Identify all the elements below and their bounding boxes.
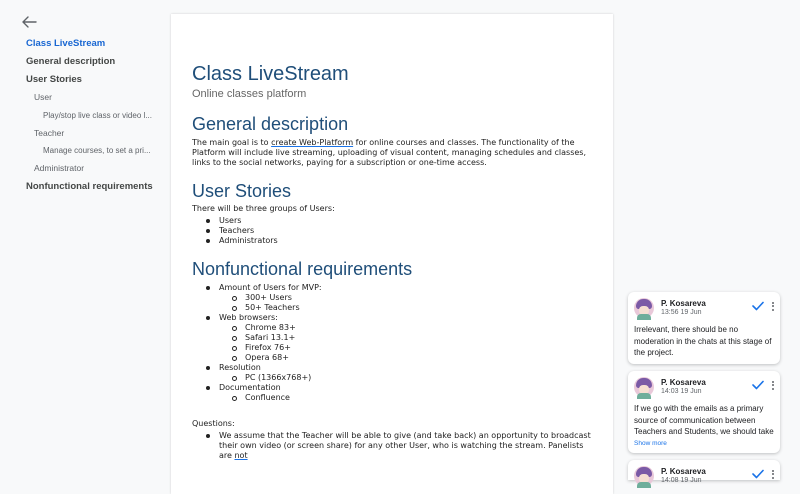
avatar (634, 298, 654, 318)
comment-card[interactable] (628, 292, 780, 364)
text-segment: for online courses and classes. The functionality of the Platform will include live streaming, uploading of visual content, managing schedules and classes, links to the social networks, paying for a subscription or one-time access. (192, 138, 586, 167)
comment-card[interactable] (628, 371, 780, 453)
list-item: Users (206, 216, 592, 226)
general-description-paragraph (192, 138, 592, 168)
list-item: 300+ Users (232, 293, 592, 303)
list-item-label: Amount of Users for MVP: (219, 283, 322, 292)
create-web-platform-link[interactable]: create Web-Platform (271, 138, 354, 147)
user-groups-list (192, 216, 592, 246)
comment-author: P. Kosareva (661, 467, 706, 476)
comment-header (628, 292, 780, 324)
resolve-check-icon[interactable] (752, 469, 764, 479)
comment-text: Irrelevant, there should be no moderation in the chats at this stage of the project. (634, 325, 772, 357)
outline-item-user[interactable]: User (34, 92, 52, 102)
more-options-icon[interactable] (770, 379, 776, 393)
comment-text: If we go with the emails as a primary source of communication between Teachers and Students, we should take (634, 404, 774, 436)
heading-general-description: General description (192, 114, 349, 134)
show-more-link[interactable]: Show more (634, 439, 667, 447)
outline-item-teacher[interactable]: Teacher (34, 127, 65, 138)
list-item: PC (1366x768+) (232, 373, 592, 383)
outline-list (0, 36, 165, 197)
comment-author: P. Kosareva (661, 299, 706, 308)
user-stories-intro: There will be three groups of Users: (192, 204, 335, 213)
outline-item-class-livestream[interactable]: Class LiveStream (26, 38, 106, 49)
outline-item-manage-courses[interactable]: Manage courses, to set a pri... (43, 146, 151, 156)
list-item: 50+ Teachers (232, 303, 592, 313)
list-item: Chrome 83+ (232, 323, 592, 333)
questions-list (192, 431, 592, 461)
resolve-check-icon[interactable] (752, 301, 764, 311)
comment-author: P. Kosareva (661, 378, 706, 387)
comment-header (628, 460, 780, 492)
list-item (206, 363, 592, 383)
outline-item-general-description[interactable]: General description (26, 56, 116, 67)
document-outline (0, 0, 165, 480)
avatar (634, 466, 654, 486)
doc-title: Class LiveStream (192, 63, 349, 85)
commented-text-link[interactable]: not (234, 451, 248, 460)
more-options-icon[interactable] (770, 468, 776, 482)
text-segment: The main goal is to (192, 138, 272, 147)
sub-list (219, 393, 592, 403)
list-item: Safari 13.1+ (232, 333, 592, 343)
document-page[interactable] (171, 14, 613, 494)
list-item (206, 431, 592, 461)
list-item: Teachers (206, 226, 592, 236)
list-item: Administrators (206, 236, 592, 246)
resolve-check-icon[interactable] (752, 380, 764, 390)
list-item-label: Resolution (219, 363, 261, 372)
sub-list (219, 323, 592, 363)
comment-timestamp: 13:56 19 Jun (661, 309, 702, 316)
outline-item-administrator[interactable]: Administrator (34, 163, 85, 174)
avatar (634, 377, 654, 397)
document-body[interactable] (192, 62, 592, 461)
heading-user-stories: User Stories (192, 181, 292, 201)
questions-label: Questions: (192, 419, 235, 428)
heading-nonfunctional-requirements: Nonfunctional requirements (192, 259, 413, 279)
outline-item-nonfunctional[interactable]: Nonfunctional requirements (26, 180, 153, 192)
list-item (206, 283, 592, 313)
doc-subtitle: Online classes platform (192, 88, 307, 100)
comment-timestamp: 14:08 19 Jun (661, 477, 702, 484)
list-item: Confluence (232, 393, 592, 403)
text-segment: We assume that the Teacher will be able to give (and take back) an opportunity to broadcast their own video (or screen share) for any other User, who is watching the stream. Panelists are (219, 431, 591, 460)
list-item: Firefox 76+ (232, 343, 592, 353)
outline-item-user-stories[interactable]: User Stories (26, 74, 82, 85)
comment-header (628, 371, 780, 403)
outline-item-play-stop[interactable]: Play/stop live class or video l... (43, 110, 152, 120)
list-item-label: Web browsers: (219, 313, 278, 322)
sub-list (219, 293, 592, 313)
list-item (206, 313, 592, 363)
back-arrow-icon[interactable] (20, 14, 38, 30)
sub-list (219, 373, 592, 383)
list-item: Opera 68+ (232, 353, 592, 363)
more-options-icon[interactable] (770, 300, 776, 314)
list-item (206, 383, 592, 403)
comment-timestamp: 14:03 19 Jun (661, 388, 702, 395)
comment-card[interactable] (628, 460, 780, 484)
list-item-label: Documentation (219, 383, 281, 392)
nfr-list (192, 283, 592, 403)
